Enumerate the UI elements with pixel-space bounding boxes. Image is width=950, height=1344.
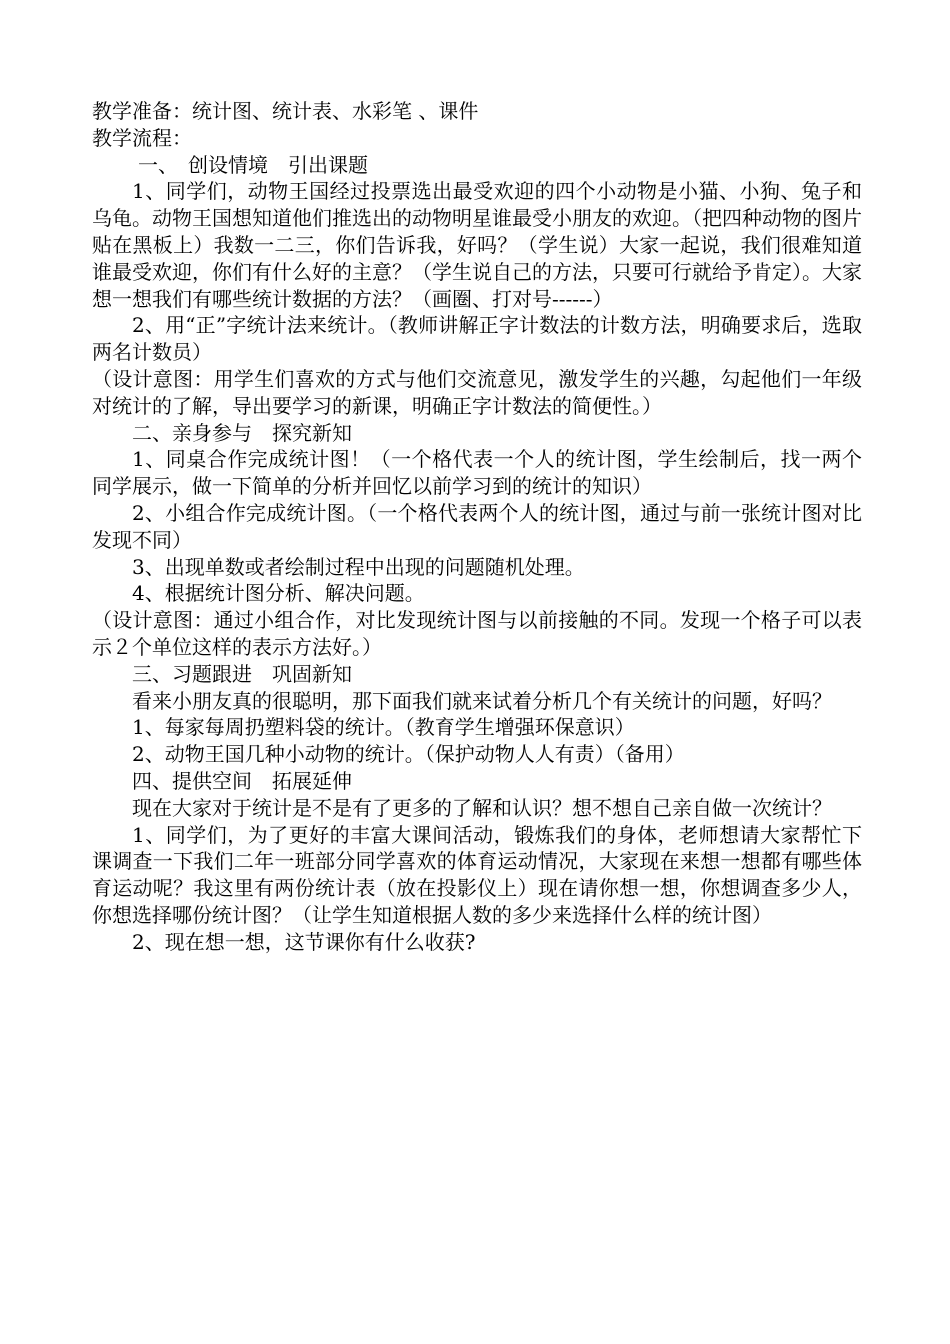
teaching-preparation: 教学准备：统计图、统计表、水彩笔 、课件 xyxy=(92,99,479,123)
paragraph-3-intro: 看来小朋友真的很聪明，那下面我们就来试着分析几个有关统计的问题，好吗？ xyxy=(132,688,832,713)
paragraph-2-4: 4、根据统计图分析、解决问题。 xyxy=(132,581,425,606)
paragraph-3-1: 1、每家每周扔塑料袋的统计。（教育学生增强环保意识） xyxy=(132,715,635,740)
section-heading-2: 二、亲身参与 探究新知 xyxy=(132,420,352,445)
paragraph-4-1: 1、同学们，为了更好的丰富大课间活动，锻炼我们的身体，老师想请大家帮忙下课调查一下我们二年一班部分同学喜欢的体育运动情况，大家现在来想一想都有哪些体育运动呢？我这里有两份统计表（放在投影仪上）现在请你想一想，你想调查多少人，你想选择哪份统计图？（让学生知道根据人数的多少来选择什么样的统计图） xyxy=(92,822,862,927)
document-body xyxy=(92,98,862,956)
paragraph-2-2: 2、小组合作完成统计图。（一个格代表两个人的统计图，通过与前一张统计图对比发现不同） xyxy=(92,500,862,552)
design-intent-2: （设计意图：通过小组合作，对比发现统计图与以前接触的不同。发现一个格子可以表示２个单位这样的表示方法好。） xyxy=(92,608,862,659)
paragraph-1-2: 2、用“正”字统计法来统计。（教师讲解正字计数法的计数方法，明确要求后，选取两名计数员） xyxy=(92,313,862,365)
section-heading-3: 三、习题跟进 巩固新知 xyxy=(132,661,352,686)
paragraph-2-3: 3、出现单数或者绘制过程中出现的问题随机处理。 xyxy=(132,554,585,579)
paragraph-2-1: 1、同桌合作完成统计图！（一个格代表一个人的统计图，学生绘制后，找一两个同学展示，做一下简单的分析并回忆以前学习到的统计的知识） xyxy=(92,447,862,499)
section-heading-4: 四、提供空间 拓展延伸 xyxy=(132,768,352,793)
teaching-process-heading: 教学流程： xyxy=(92,125,192,150)
design-intent-1: （设计意图：用学生们喜欢的方式与他们交流意见，激发学生的兴趣，勾起他们一年级对统计的了解，导出要学习的新课，明确正字计数法的简便性。） xyxy=(92,366,862,418)
paragraph-3-2: 2、动物王国几种小动物的统计。（保护动物人人有责）（备用） xyxy=(132,742,685,767)
paragraph-4-2: 2、现在想一想，这节课你有什么收获? xyxy=(132,929,476,954)
paragraph-1-1: 1、同学们，动物王国经过投票选出最受欢迎的四个小动物是小猫、小狗、兔子和乌龟。动物王国想知道他们推选出的动物明星谁最受小朋友的欢迎。（把四种动物的图片贴在黑板上）我数一二三，你们告诉我，好吗？（学生说）大家一起说，我们很难知道谁最受欢迎，你们有什么好的主意？（学生说自己的方法，只要可行就给予肯定）。大家想一想我们有哪些统计数据的方法？（画圈、打对号------） xyxy=(92,179,862,311)
section-heading-1: 一、 创设情境 引出课题 xyxy=(138,152,368,177)
paragraph-4-intro: 现在大家对于统计是不是有了更多的了解和认识？想不想自己亲自做一次统计？ xyxy=(132,795,832,820)
